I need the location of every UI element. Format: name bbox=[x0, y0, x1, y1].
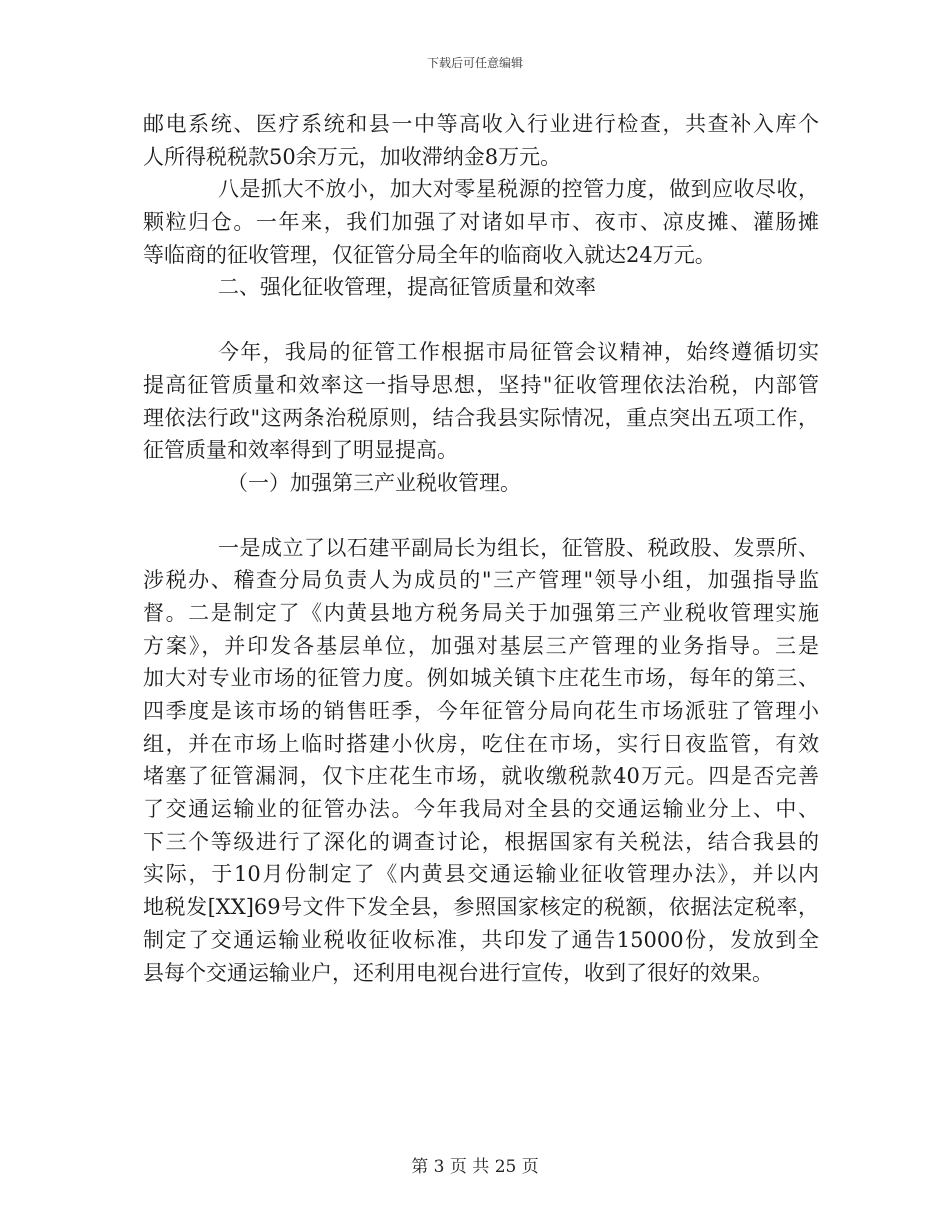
section-heading: 二、强化征收管理，提高征管质量和效率 bbox=[218, 275, 596, 300]
text-line: 县每个交通运输业户，还利用电视台进行宣传，收到了很好的效果。 bbox=[143, 960, 773, 985]
paragraph-gap bbox=[143, 500, 819, 532]
text-line: 实际，于10月份制定了《内黄县交通运输业征收管理办法》，并以内 bbox=[143, 862, 819, 887]
text-line: 颗粒归仓。一年来，我们加强了对诸如早市、夜市、凉皮摊、灌肠摊 bbox=[143, 210, 819, 235]
subsection-heading: （一）加强第三产业税收管理。 bbox=[227, 470, 521, 495]
text-line: 了交通运输业的征管办法。今年我局对全县的交通运输业分上、中、 bbox=[143, 797, 819, 822]
text-line: 理依法行政"这两条治税原则，结合我县实际情况，重点突出五项工作， bbox=[143, 405, 819, 430]
page-footer: 第 3 页 共 25 页 bbox=[411, 1157, 539, 1177]
text-line: 涉税办、稽查分局负责人为成员的"三产管理"领导小组，加强指导监 bbox=[143, 568, 819, 593]
text-line: 制定了交通运输业税收征收标准，共印发了通告15000份，发放到全 bbox=[143, 927, 819, 952]
text-line: 一是成立了以石建平副局长为组长，征管股、税政股、发票所、 bbox=[218, 535, 819, 560]
text-line: 加大对专业市场的征管力度。例如城关镇卞庄花生市场，每年的第三、 bbox=[143, 666, 819, 691]
text-line: 下三个等级进行了深化的调查讨论，根据国家有关税法，结合我县的 bbox=[143, 829, 819, 854]
text-line: 邮电系统、医疗系统和县一中等高收入行业进行检查，共查补入库个 bbox=[143, 112, 819, 136]
text-line: 人所得税税款50余万元，加收滞纳金8万元。 bbox=[143, 144, 562, 169]
text-line: 督。二是制定了《内黄县地方税务局关于加强第三产业税收管理实施 bbox=[143, 600, 819, 625]
text-line: 提高征管质量和效率这一指导思想，坚持"征收管理依法治税，内部管 bbox=[143, 372, 819, 397]
document-body bbox=[143, 108, 819, 989]
text-line: 堵塞了征管漏洞，仅卞庄花生市场，就收缴税款40万元。四是否完善 bbox=[143, 764, 819, 789]
paragraph-gap bbox=[143, 304, 819, 336]
text-line: 四季度是该市场的销售旺季，今年征管分局向花生市场派驻了管理小 bbox=[143, 699, 819, 723]
text-line: 等临商的征收管理，仅征管分局全年的临商收入就达24万元。 bbox=[143, 242, 716, 267]
text-line: 组，并在市场上临时搭建小伙房，吃住在市场，实行日夜监管，有效 bbox=[143, 731, 819, 756]
text-line: 地税发[XX]69号文件下发全县，参照国家核定的税额，依据法定税率， bbox=[143, 895, 819, 920]
page-header: 下载后可任意编辑 bbox=[426, 56, 523, 70]
text-line: 方案》，并印发各基层单位，加强对基层三产管理的业务指导。三是 bbox=[143, 633, 819, 658]
text-line: 今年，我局的征管工作根据市局征管会议精神，始终遵循切实 bbox=[218, 340, 819, 365]
text-line: 八是抓大不放小，加大对零星税源的控管力度，做到应收尽收， bbox=[218, 177, 819, 202]
text-line: 征管质量和效率得到了明显提高。 bbox=[143, 438, 458, 463]
